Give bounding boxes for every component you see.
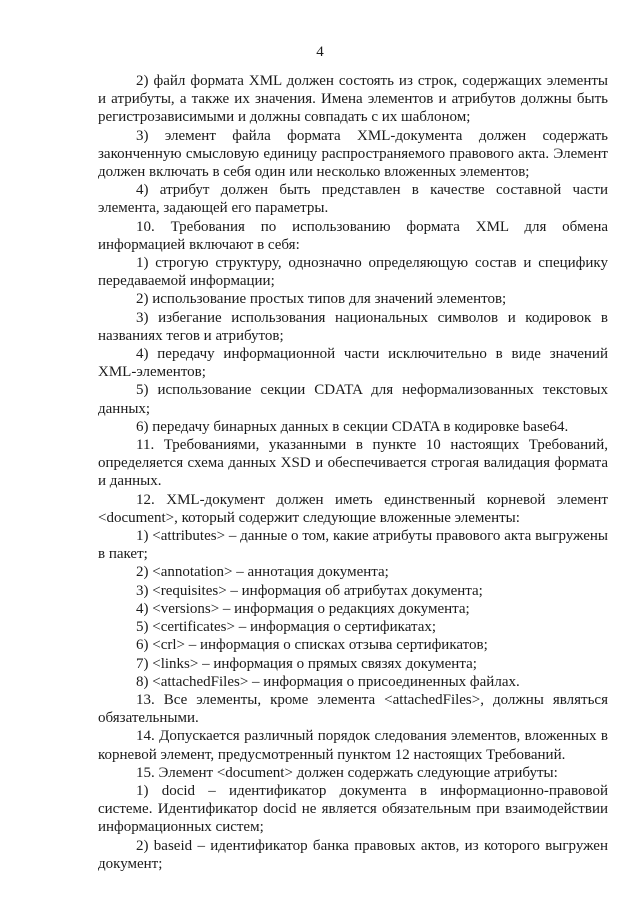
paragraph-section-12-item-7: 7) <links> – информация о прямых связях документа; [136, 655, 477, 672]
paragraph-section-12-item-4: 4) <versions> – информация о редакциях документа; [136, 600, 470, 617]
paragraph-section-15: 15. Элемент <document> должен содержать следующие атрибуты: [136, 764, 558, 781]
paragraph-section-12-item-8: 8) <attachedFiles> – информация о присоединенных файлах. [136, 673, 520, 690]
paragraph-section-10-item-6: 6) передачу бинарных данных в секции CDATA в кодировке base64. [136, 418, 569, 435]
paragraph-item-2-file-format: 2) файл формата XML должен состоять из строк, содержащих элементы и атрибуты, а также их значения. Имена элементов и атрибутов должны быть регистрозависимыми и должны совпадать с их шаблоном; [98, 73, 608, 126]
paragraph-section-12: 12. XML-документ должен иметь единственный корневой элемент <document>, который содержит следующие вложенные элементы: [98, 491, 608, 526]
paragraph-section-12-item-1: 1) <attributes> – данные о том, какие атрибуты правового акта выгружены в пакет; [98, 528, 608, 563]
paragraph-section-12-item-5: 5) <certificates> – информация о сертификатах; [136, 619, 437, 636]
paragraph-section-10: 10. Требования по использованию формата XML для обмена информацией включают в себя: [98, 218, 608, 253]
paragraph-section-10-item-4: 4) передачу информационной части исключительно в виде значений XML-элементов; [98, 346, 608, 381]
paragraph-section-11: 11. Требованиями, указанными в пункте 10 настоящих Требований, определяется схема данных XSD и обеспечивается строгая валидация формата и данных. [98, 437, 608, 490]
paragraph-section-10-item-5: 5) использование секции CDATA для неформализованных текстовых данных; [98, 382, 608, 417]
paragraph-section-10-item-1: 1) строгую структуру, однозначно определяющую состав и специфику передаваемой информации; [98, 255, 608, 290]
paragraph-section-15-item-2: 2) baseid – идентификатор банка правовых актов, из которого выгружен документ; [98, 837, 608, 872]
paragraph-section-12-item-6: 6) <crl> – информация о списках отзыва сертификатов; [136, 637, 488, 654]
paragraph-section-15-item-1: 1) docid – идентификатор документа в информационно-правовой системе. Идентификатор docid не является обязательным при взаимодействии информационных систем; [98, 782, 608, 836]
paragraph-section-12-item-3: 3) <requisites> – информация об атрибутах документа; [136, 582, 483, 599]
paragraph-item-4-attribute: 4) атрибут должен быть представлен в качестве составной части элемента, задающей его параметры. [98, 182, 608, 217]
paragraph-section-12-item-2: 2) <annotation> – аннотация документа; [136, 564, 389, 581]
document-body [98, 72, 608, 873]
paragraph-item-3-element: 3) элемент файла формата XML-документа должен содержать законченную смысловую единицу распространяемого правового акта. Элемент должен включать в себя один или несколько вложенных элементов; [98, 127, 608, 181]
page-number: 4 [316, 44, 324, 60]
paragraph-section-10-item-3: 3) избегание использования национальных символов и кодировок в названиях тегов и атрибутов; [98, 309, 608, 344]
paragraph-section-14: 14. Допускается различный порядок следования элементов, вложенных в корневой элемент, предусмотренный пунктом 12 настоящих Требований. [98, 728, 608, 763]
paragraph-section-10-item-2: 2) использование простых типов для значений элементов; [136, 291, 507, 308]
paragraph-section-13: 13. Все элементы, кроме элемента <attachedFiles>, должны являться обязательными. [98, 691, 608, 727]
